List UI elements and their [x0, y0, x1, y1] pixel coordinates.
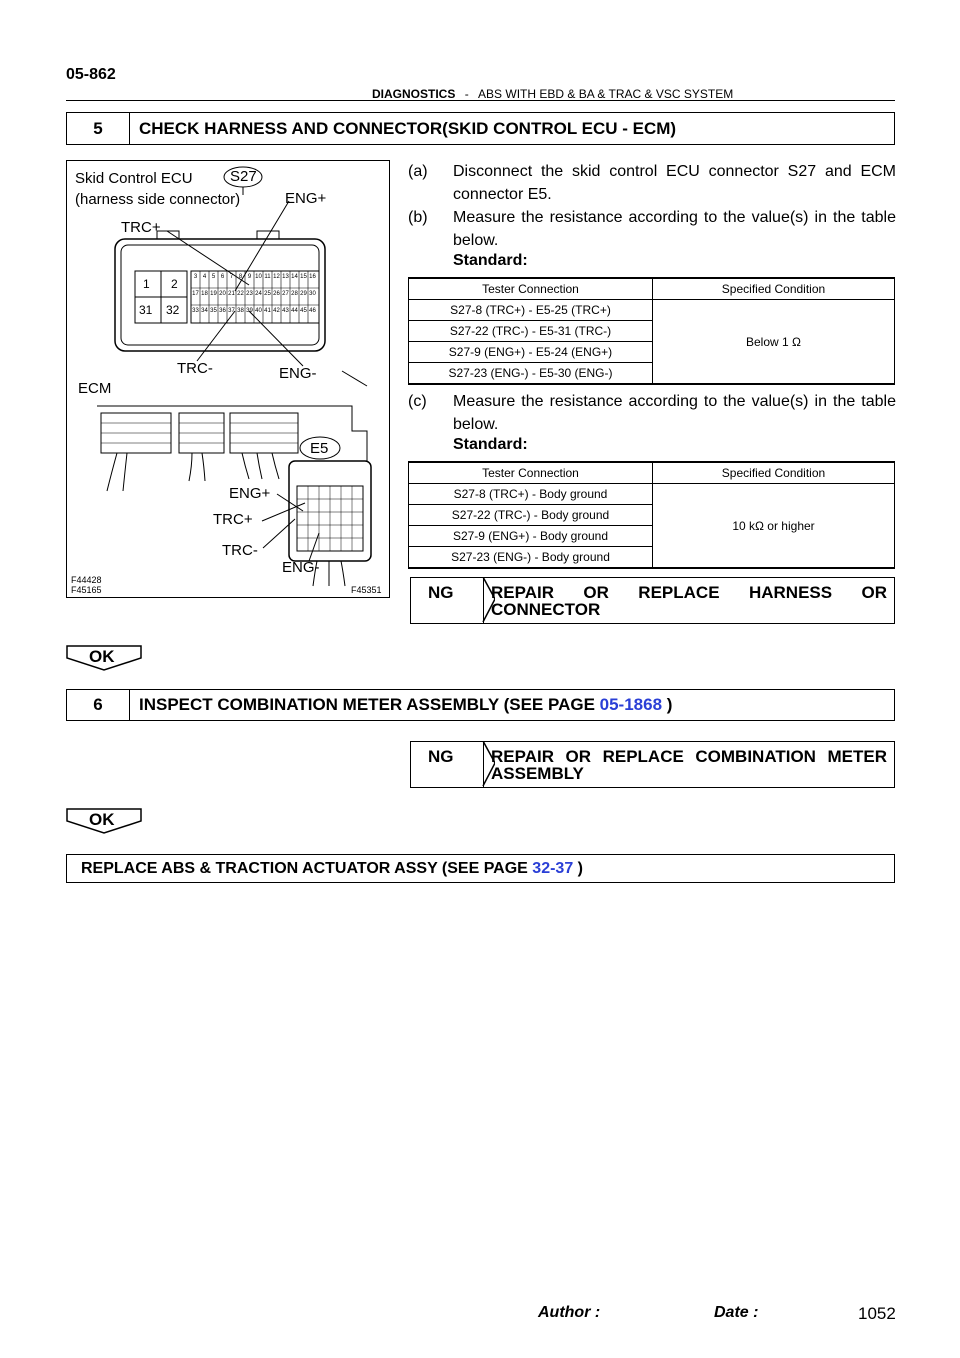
- pin-31: 31: [139, 303, 153, 317]
- ng-action-line1: REPAIR OR REPLACE COMBINATION METER: [491, 747, 887, 766]
- instruction-b-text: Measure the resistance according to the value(s) in the table below.: [453, 209, 896, 249]
- table1-header-connection: Tester Connection: [409, 278, 653, 300]
- e5-eng-minus-leader: [309, 533, 319, 561]
- e5-label: E5: [310, 440, 329, 457]
- footer-date: Date :: [714, 1304, 759, 1321]
- step-number: 6: [67, 690, 130, 720]
- e5-eng-minus-label: ENG-: [282, 559, 320, 576]
- figure-code-2: F45165: [71, 585, 102, 595]
- ng-action-line2: CONNECTOR: [491, 600, 601, 619]
- instruction-a: [408, 160, 898, 206]
- ng-action: [491, 748, 887, 782]
- trc-minus-label: TRC-: [177, 360, 213, 377]
- step-number: 5: [67, 113, 130, 144]
- step-5-heading: [66, 112, 895, 145]
- spec-table-2: [408, 461, 895, 569]
- page-number: 05-862: [66, 66, 116, 83]
- table1-header-condition: Specified Condition: [653, 278, 895, 300]
- final-action: [66, 854, 895, 883]
- final-action-suffix: ): [573, 860, 583, 877]
- table-row: S27-23 (ENG-) - Body ground: [409, 547, 653, 569]
- step-6-heading: [66, 689, 895, 721]
- pin-2: 2: [171, 277, 178, 291]
- table-row: S27-8 (TRC+) - E5-25 (TRC+): [409, 300, 653, 321]
- step-title: [139, 690, 672, 720]
- trc-plus-label: TRC+: [121, 219, 161, 236]
- pin-row-2: 17 18 19 20 21 22 23 24 25 26 27 28 29 30: [192, 291, 316, 297]
- table2-header-connection: Tester Connection: [409, 462, 653, 484]
- table2-header-condition: Specified Condition: [653, 462, 895, 484]
- skid-ecu-label-line2: (harness side connector): [75, 191, 241, 208]
- table-row: S27-22 (TRC-) - E5-31 (TRC-): [409, 321, 653, 342]
- table-row: S27-9 (ENG+) - E5-24 (ENG+): [409, 342, 653, 363]
- step-title: CHECK HARNESS AND CONNECTOR(SKID CONTROL ECU - ECM): [139, 118, 677, 138]
- e5-trc-plus-label: TRC+: [213, 511, 253, 528]
- final-action-label: REPLACE ABS & TRACTION ACTUATOR ASSY (SEE PAGE: [81, 860, 533, 877]
- pin-row-1: 3 4 5 6 7 8 9 10 11 12 13 14 15 16: [193, 274, 316, 280]
- table1-condition: Below 1 Ω: [653, 300, 895, 385]
- footer-author: Author :: [538, 1304, 601, 1321]
- header-rule: [66, 100, 895, 101]
- e5-eng-plus-leader: [277, 494, 303, 511]
- ng-action: [491, 584, 887, 618]
- skid-ecu-label-line1: Skid Control ECU: [75, 170, 193, 187]
- ng-box-1-divider: [483, 577, 484, 624]
- connector-diagram: [67, 161, 388, 596]
- step-6-title-text: INSPECT COMBINATION METER ASSEMBLY (SEE PAGE: [139, 695, 600, 714]
- table2-condition: 10 kΩ or higher: [653, 484, 895, 569]
- pin-1: 1: [143, 277, 150, 291]
- eng-plus-label: ENG+: [285, 190, 327, 207]
- instruction-b: [408, 206, 898, 252]
- pin-row-3: 33 34 35 36 37 38 39 40 41 42 43 44 45 46: [192, 308, 316, 314]
- table-row: S27-22 (TRC-) - Body ground: [409, 505, 653, 526]
- trc-minus-leader: [197, 311, 235, 361]
- ng-label: NG: [428, 747, 454, 766]
- header-separator: -: [464, 87, 469, 101]
- ng-action-line1: REPAIR OR REPLACE HARNESS OR: [491, 583, 887, 602]
- ng-box-2-divider: [483, 741, 484, 788]
- e5-trc-minus-label: TRC-: [222, 542, 258, 559]
- instruction-c: [408, 390, 898, 436]
- instruction-c-text: Measure the resistance according to the value(s) in the table below.: [453, 393, 896, 433]
- ng-label: NG: [428, 583, 454, 602]
- instruction-b-label: (b): [408, 209, 428, 226]
- eng-minus-label: ENG-: [279, 365, 317, 382]
- spec-table-1: [408, 277, 895, 385]
- figure-code-3: F45351: [351, 585, 382, 595]
- pin-32: 32: [166, 303, 180, 317]
- footer-page-number: 1052: [858, 1304, 896, 1323]
- e5-eng-plus-label: ENG+: [229, 485, 271, 502]
- final-action-page-link[interactable]: 32-37: [532, 860, 574, 877]
- table-row: S27-8 (TRC+) - Body ground: [409, 484, 653, 505]
- ok-label-2: OK: [89, 810, 115, 829]
- step-6-page-link[interactable]: 05-1868: [599, 695, 663, 714]
- ok-label-1: OK: [89, 647, 115, 666]
- s27-label: S27: [230, 168, 257, 185]
- instruction-c-label: (c): [408, 393, 427, 410]
- header-title: [372, 87, 733, 101]
- ng-action-line2: ASSEMBLY: [491, 764, 584, 783]
- instruction-a-label: (a): [408, 163, 428, 180]
- header-section: DIAGNOSTICS: [372, 87, 456, 101]
- table-row: S27-23 (ENG-) - E5-30 (ENG-): [409, 363, 653, 385]
- table-row: S27-9 (ENG+) - Body ground: [409, 526, 653, 547]
- standard-label-1: Standard:: [453, 252, 528, 269]
- standard-label-2: Standard:: [453, 436, 528, 453]
- instruction-a-text: Disconnect the skid control ECU connector S27 and ECM connector E5.: [453, 163, 896, 203]
- ecm-label: ECM: [78, 380, 112, 397]
- header-subsection: ABS WITH EBD & BA & TRAC & VSC SYSTEM: [478, 87, 734, 101]
- step-6-title-suffix: ): [662, 695, 673, 714]
- eng-minus-leader: [249, 311, 303, 366]
- final-action-text: [81, 860, 583, 878]
- e5-trc-minus-leader: [263, 519, 295, 548]
- figure-code-1: F44428: [71, 575, 102, 585]
- connector-figure: [66, 160, 390, 598]
